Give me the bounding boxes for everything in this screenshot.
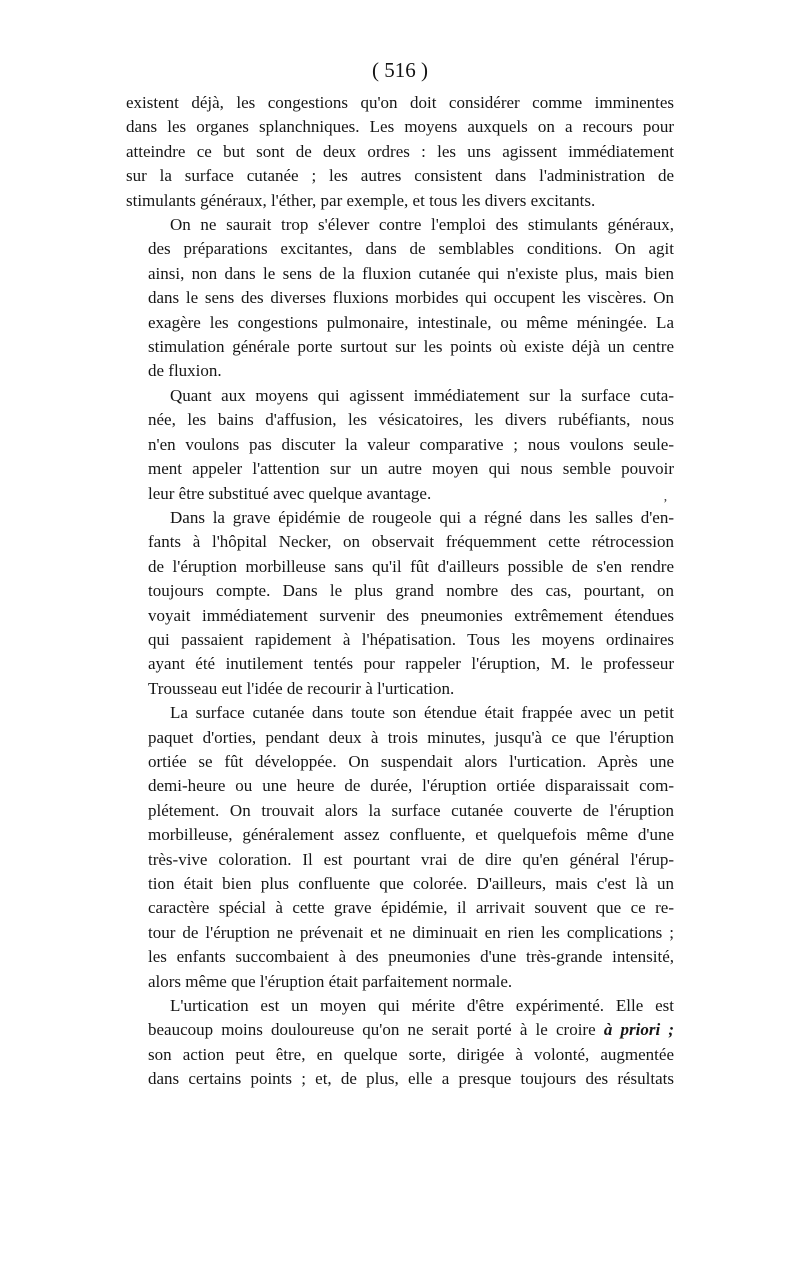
paragraph-2 — [126, 213, 674, 384]
text-line-with-emphasis — [126, 1018, 674, 1042]
text-line: demi-heure ou une heure de durée, l'éruption ortiée disparaissait com- — [148, 776, 674, 796]
text-line: toujours compte. Dans le plus grand nombre des cas, pourtant, on — [148, 581, 674, 601]
text-line: stimulants généraux, l'éther, par exemple, et tous les divers excitants. — [126, 190, 596, 210]
text-line: dans certains points ; et, de plus, elle a presque toujours des résultats — [148, 1069, 674, 1089]
paragraph-3 — [126, 384, 674, 506]
text-line: dans les organes splanchniques. Les moyens auxquels on a recours pour — [126, 117, 674, 137]
text-line: son action peut être, en quelque sorte, dirigée à volonté, augmentée — [148, 1044, 674, 1064]
text-line: très-vive coloration. Il est pourtant vrai de dire qu'en général l'érup- — [148, 849, 674, 869]
text-line: née, les bains d'affusion, les vésicatoires, les divers rubéfiants, nous — [148, 410, 674, 430]
paragraph-1 — [126, 91, 674, 213]
text-line: tion était bien plus confluente que colorée. D'ailleurs, mais c'est là un — [148, 874, 674, 893]
text-line: Dans la grave épidémie de rougeole qui a régné dans les salles d'en- — [170, 507, 674, 527]
text-line: ayant été inutilement tentés pour rappeler l'éruption, M. le professeur — [148, 654, 674, 674]
text-line: leur être substitué avec quelque avantage. — [148, 483, 432, 503]
text-line: voyait immédiatement survenir des pneumonies extrêmement étendues — [148, 605, 674, 625]
text-line: La surface cutanée dans toute son étendue était frappée avec un petit — [170, 703, 674, 723]
text-line: paquet d'orties, pendant deux à trois minutes, jusqu'à ce que l'éruption — [148, 727, 674, 747]
text-line: des préparations excitantes, dans de semblables conditions. On agit — [148, 239, 674, 259]
text-line: dans le sens des diverses fluxions morbides qui occupent les viscères. On — [148, 288, 674, 308]
text-line: Trousseau eut l'idée de recourir à l'urtication. — [148, 678, 455, 698]
text-line: de fluxion. — [148, 361, 222, 381]
paragraph-5 — [126, 701, 674, 994]
text-line: Quant aux moyens qui agissent immédiatement sur la surface cuta- — [170, 385, 674, 405]
text-line: ment appeler l'attention sur un autre moyen qui nous semble pouvoir — [148, 459, 674, 479]
page-number: ( 516 ) — [372, 58, 428, 82]
italic-emphasis: à priori ; — [603, 1020, 674, 1040]
text-line: morbilleuse, généralement assez confluente, et quelquefois même d'une — [148, 825, 674, 845]
text-line: ainsi, non dans le sens de la fluxion cutanée qui n'existe plus, mais bien — [148, 263, 674, 283]
text-line: fants à l'hôpital Necker, on observait fréquemment cette rétrocession — [148, 532, 674, 552]
paragraph-4 — [126, 506, 674, 701]
text-line: ortiée se fût développée. On suspendait alors l'urtication. Après une — [148, 751, 674, 771]
text-line: sur la surface cutanée ; les autres consistent dans l'administration de — [126, 166, 674, 186]
text-line: caractère spécial à cette grave épidémie, il arrivait souvent que ce re- — [148, 898, 674, 918]
text-line: exagère les congestions pulmonaire, intestinale, ou même méningée. La — [148, 312, 674, 332]
margin-mark: ’ — [663, 497, 668, 512]
text-line: tour de l'éruption ne prévenait et ne diminuait en rien les complications ; — [148, 922, 674, 942]
text-line: existent déjà, les congestions qu'on doit considérer comme imminentes — [126, 93, 674, 112]
text-line: de l'éruption morbilleuse sans qu'il fût d'ailleurs possible de s'en rendre — [148, 556, 674, 576]
text-line-prefix: beaucoup moins douloureuse qu'on ne serait porté à le croire — [148, 1020, 604, 1040]
text-line: stimulation générale porte surtout sur les points où existe déjà un centre — [148, 337, 674, 357]
text-line: plétement. On trouvait alors la surface cutanée couverte de l'éruption — [148, 800, 674, 820]
paragraph-6 — [126, 994, 674, 1092]
body-text — [126, 91, 674, 1092]
text-line: alors même que l'éruption était parfaitement normale. — [148, 971, 513, 991]
text-line: L'urtication est un moyen qui mérite d'être expérimenté. Elle est — [170, 996, 674, 1016]
text-line: On ne saurait trop s'élever contre l'emploi des stimulants généraux, — [170, 215, 674, 235]
text-line: n'en voulons pas discuter la valeur comparative ; nous voulons seule- — [148, 434, 674, 454]
text-line: les enfants succombaient à des pneumonies d'une très-grande intensité, — [148, 947, 674, 967]
text-line: atteindre ce but sont de deux ordres : les uns agissent immédiatement — [126, 141, 674, 161]
text-line: qui passaient rapidement à l'hépatisation. Tous les moyens ordinaires — [148, 629, 674, 649]
